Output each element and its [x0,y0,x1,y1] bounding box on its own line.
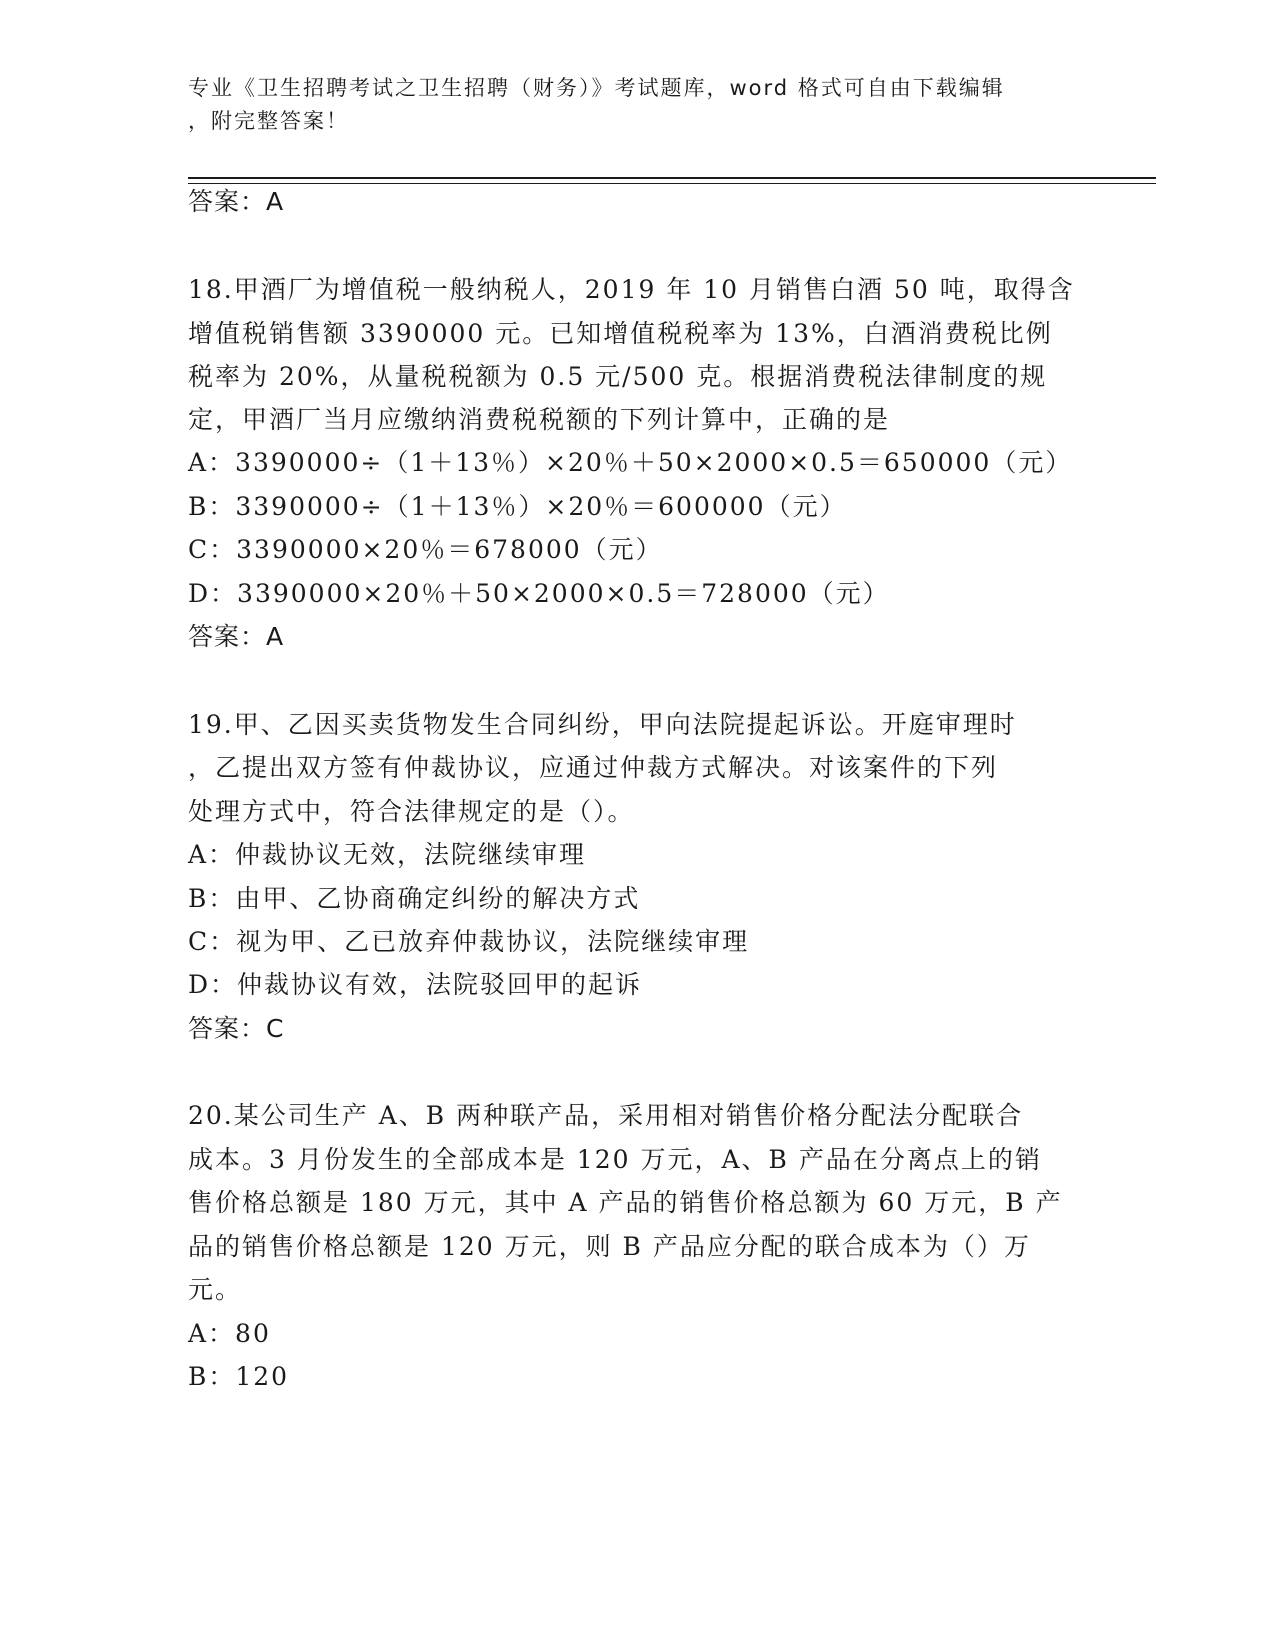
header-divider-thin [188,183,1156,184]
header-divider-thick [188,177,1156,179]
q20-text-line: 成本。3 月份发生的全部成本是 120 万元，A、B 产品在分离点上的销 [188,1145,1042,1174]
q20-text-line: 售价格总额是 180 万元，其中 A 产品的销售价格总额为 60 万元，B 产 [188,1188,1063,1217]
q20-option-b: B：120 [188,1362,290,1391]
q18-option-a: A：3390000÷（1＋13％）×20％＋50×2000×0.5＝650000（元） [188,448,1073,477]
q19-text-line: ，乙提出双方签有仲裁协议，应通过仲裁方式解决。对该案件的下列 [188,753,999,782]
document-header [188,72,1088,138]
q18-text-line: 18.甲酒厂为增值税一般纳税人，2019 年 10 月销售白酒 50 吨，取得含 [188,275,1075,304]
header-line-1: 专业《卫生招聘考试之卫生招聘（财务）》考试题库，word 格式可自由下载编辑 [188,76,1005,100]
q20-text-line: 20.某公司生产 A、B 两种联产品，采用相对销售价格分配法分配联合 [188,1101,1024,1130]
header-line-2: ，附完整答案！ [188,109,349,133]
q19-text-line: 19.甲、乙因买卖货物发生合同纠纷，甲向法院提起诉讼。开庭审理时 [188,710,1017,739]
q18-option-b: B：3390000÷（1＋13％）×20％＝600000（元） [188,492,847,521]
q18-option-c: C：3390000×20％＝678000（元） [188,535,663,564]
q19-answer: 答案：C [188,1014,285,1043]
q19-option-a: A：仲裁协议无效，法院继续审理 [188,840,587,869]
q19-option-b: B：由甲、乙协商确定纠纷的解决方式 [188,884,641,913]
q20-text-line: 元。 [188,1275,243,1304]
q18-text-line: 税率为 20%，从量税税额为 0.5 元/500 克。根据消费税法律制度的规 [188,362,1048,391]
q18-text-line: 定，甲酒厂当月应缴纳消费税税额的下列计算中，正确的是 [188,405,891,434]
q19-option-c: C：视为甲、乙已放弃仲裁协议，法院继续审理 [188,927,750,956]
q19-text-line: 处理方式中，符合法律规定的是（）。 [188,797,635,826]
prev-question-answer: 答案：A [188,187,285,216]
q18-answer: 答案：A [188,622,285,651]
q18-option-d: D：3390000×20％＋50×2000×0.5＝728000（元） [188,579,890,608]
q20-text-line: 品的销售价格总额是 120 万元，则 B 产品应分配的联合成本为（）万 [188,1232,1031,1261]
q20-option-a: A：80 [188,1319,271,1348]
q18-text-line: 增值税销售额 3390000 元。已知增值税税率为 13%，白酒消费税比例 [188,319,1053,348]
q19-option-d: D：仲裁协议有效，法院驳回甲的起诉 [188,970,643,999]
